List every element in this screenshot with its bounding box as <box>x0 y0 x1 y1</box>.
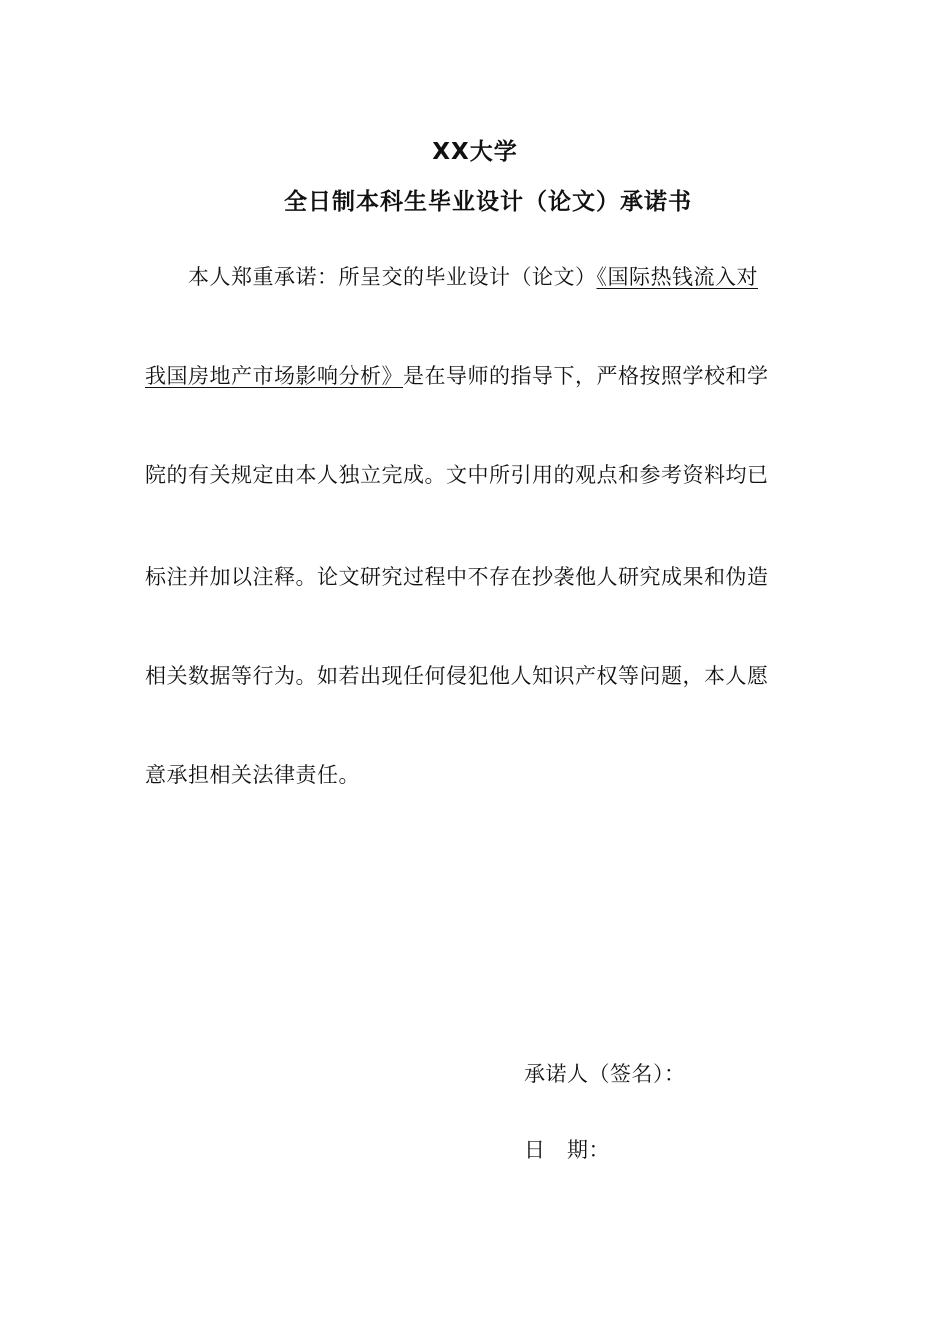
pledge-line-3: 院的有关规定由本人独立完成。文中所引用的观点和参考资料均已 <box>145 463 769 487</box>
pledge-text: 是在导师的指导下，严格按照学校和学 <box>403 364 769 388</box>
signer-label: 承诺人（签名）： <box>524 1062 686 1086</box>
pledge-line-2 <box>145 360 810 392</box>
thesis-title-part-2: 我国房地产市场影响分析》 <box>145 364 403 388</box>
pledge-line-1 <box>188 261 853 293</box>
document-title: 全日制本科生毕业设计（论文）承诺书 <box>284 189 692 215</box>
pledge-line-4: 标注并加以注释。论文研究过程中不存在抄袭他人研究成果和伪造 <box>145 565 769 589</box>
thesis-title-part-1: 《国际热钱流入对 <box>596 265 758 289</box>
pledge-line-6: 意承担相关法律责任。 <box>145 763 360 787</box>
pledge-line-5: 相关数据等行为。如若出现任何侵犯他人知识产权等问题，本人愿 <box>145 664 769 688</box>
pledge-text: 本人郑重承诺：所呈交的毕业设计（论文） <box>188 265 597 289</box>
university-name: XX大学 <box>432 139 518 165</box>
date-label: 日 期： <box>524 1138 610 1162</box>
